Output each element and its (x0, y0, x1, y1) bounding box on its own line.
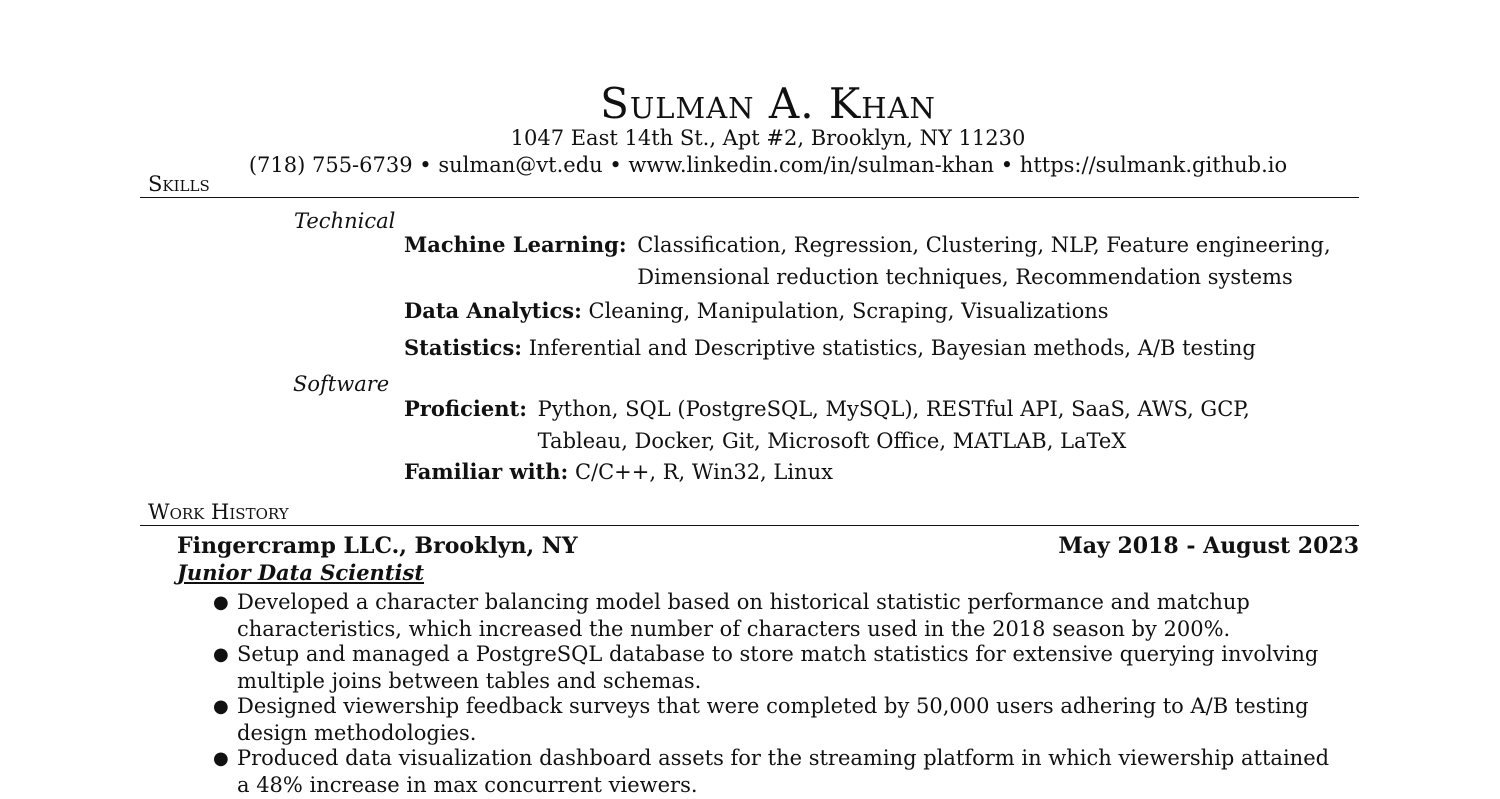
list-item: ● Setup and managed a PostgreSQL database to store match statistics for extensive querying involving multiple joins between tables and schemas. (213, 642, 1319, 693)
skill-value: C/C++, R, Win32, Linux (574, 460, 833, 484)
bullet-icon: ● (213, 748, 229, 769)
skills-heading: Skills (148, 172, 210, 196)
skill-value: Inferential and Descriptive statistics, Bayesian methods, A/B testing (528, 336, 1256, 360)
job-title: Junior Data Scientist (177, 560, 425, 585)
skill-key: Data Analytics: (404, 298, 582, 323)
work-divider (140, 525, 1359, 526)
skills-divider (140, 197, 1359, 198)
resume-name: Sulman A. Khan (600, 79, 936, 128)
job-bullets (213, 589, 1333, 797)
employment-dates: May 2018 - August 2023 (1058, 533, 1359, 559)
skill-value-cont: Tableau, Docker, Git, Microsoft Office, MATLAB, LaTeX (537, 429, 1127, 453)
skill-value: Classification, Regression, Clustering, NLP, Feature engineering, (637, 233, 1331, 257)
contact-line: (718) 755-6739 • sulman@vt.edu • www.linkedin.com/in/sulman-khan • https://sulmank.github.io (248, 153, 1288, 177)
skill-key: Proficient: (404, 396, 527, 421)
technical-label: Technical (294, 209, 396, 233)
bullet-icon: ● (213, 592, 229, 613)
skill-key: Familiar with: (404, 459, 569, 484)
skill-familiar (404, 456, 1344, 488)
skill-key: Statistics: (404, 335, 523, 360)
bullet-icon: ● (213, 644, 229, 665)
skill-proficient (404, 393, 1344, 457)
software-label: Software (293, 372, 390, 396)
skill-key: Machine Learning: (404, 232, 627, 257)
list-item: ● Designed viewership feedback surveys that were completed by 50,000 users adhering to A/B testing design methodologies. (213, 694, 1309, 745)
list-item: ● Developed a character balancing model based on historical statistic performance and matchup characteristics, which increased the number of characters used in the 2018 season by 200%. (213, 590, 1250, 641)
skill-statistics (404, 332, 1344, 364)
skill-value: Cleaning, Manipulation, Scraping, Visualizations (588, 299, 1109, 323)
bullet-icon: ● (213, 696, 229, 717)
skill-machine-learning (404, 229, 1344, 293)
skill-value-cont: Dimensional reduction techniques, Recommendation systems (637, 265, 1293, 289)
work-heading: Work History (148, 500, 289, 524)
address: 1047 East 14th St., Apt #2, Brooklyn, NY 11230 (510, 126, 1026, 150)
company-name: Fingercramp LLC., Brooklyn, NY (177, 533, 578, 559)
list-item: ● Produced data visualization dashboard assets for the streaming platform in which viewership attained a 48% increase in max concurrent viewers. (213, 746, 1330, 797)
skill-value: Python, SQL (PostgreSQL, MySQL), RESTful API, SaaS, AWS, GCP, (537, 397, 1250, 421)
skill-data-analytics (404, 295, 1344, 327)
